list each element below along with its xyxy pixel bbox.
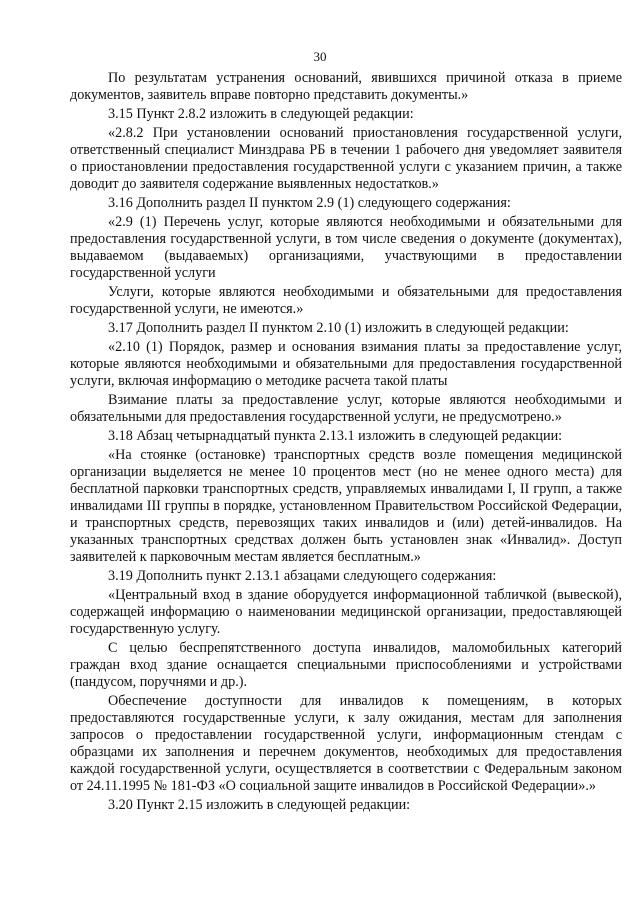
- paragraph: По результатам устранения оснований, явившихся причиной отказа в приеме документов, заявитель вправе повторно представить документы.»: [70, 70, 622, 103]
- paragraph: Услуги, которые являются необходимыми и обязательными для предоставления государственной услуги, не имеются.»: [70, 284, 622, 317]
- paragraph: 3.15 Пункт 2.8.2 изложить в следующей редакции:: [108, 106, 414, 122]
- paragraph: 3.17 Дополнить раздел II пунктом 2.10 (1) изложить в следующей редакции:: [108, 320, 569, 336]
- paragraph: «На стоянке (остановке) транспортных средств возле помещения медицинской организации выделяется не менее 10 процентов мест (но не менее одного места) для бесплатной парковки транспортных средств, управляемых инвалидами I, II групп, а также инвалидами III группы в порядке, установленном Правительством Российской Федерации, и транспортных средств, перевозящих таких инвалидов и (или) детей-инвалидов. На указанных транспортных средствах должен быть установлен знак «Инвалид». Доступ заявителей к парковочным местам является бесплатным.»: [70, 447, 622, 565]
- paragraph: «Центральный вход в здание оборудуется информационной табличкой (вывеской), содержащей информацию о наименовании медицинской организации, предоставляющей государственную услугу.: [70, 587, 622, 637]
- paragraph: 3.20 Пункт 2.15 изложить в следующей редакции:: [108, 797, 411, 813]
- paragraph: «2.9 (1) Перечень услуг, которые являются необходимыми и обязательными для предоставления государственной услуги, в том числе сведения о документе (документах), выдаваемом (выдаваемых) организациями, участвующими в предоставлении государственной услуги: [70, 214, 622, 281]
- paragraph: «2.8.2 При установлении оснований приостановления государственной услуги, ответственный специалист Минздрава РБ в течении 1 рабочего дня уведомляет заявителя о приостановлении предоставления государственной услуги с указанием причин, а также доводит до заявителя содержание выявленных недостатков.»: [70, 125, 622, 192]
- paragraph: Взимание платы за предоставление услуг, которые являются необходимыми и обязательными для предоставления государственной услуги, не предусмотрено.»: [70, 392, 622, 425]
- paragraph: 3.18 Абзац четырнадцатый пункта 2.13.1 изложить в следующей редакции:: [108, 428, 563, 444]
- paragraph: «2.10 (1) Порядок, размер и основания взимания платы за предоставление услуг, которые являются необходимыми и обязательными для предоставления государственной услуги, включая информацию о методике расчета такой платы: [70, 339, 622, 389]
- paragraph: С целью беспрепятственного доступа инвалидов, маломобильных категорий граждан вход здание оснащается специальными приспособлениями и устройствами (пандусом, поручнями и др.).: [70, 640, 622, 690]
- paragraph: Обеспечение доступности для инвалидов к помещениям, в которых предоставляются государственные услуги, к залу ожидания, местам для заполнения запросов о предоставлении государственной услуги, информационным стендам с образцами их заполнения и перечнем документов, необходимых для предоставления каждой государственной услуги, осуществляется в соответствии с Федеральным законом от 24.11.1995 № 181-ФЗ «О социальной защите инвалидов в Российской Федерации».»: [70, 693, 622, 794]
- paragraph: 3.19 Дополнить пункт 2.13.1 абзацами следующего содержания:: [108, 568, 497, 584]
- page-number: 30: [313, 49, 327, 64]
- document-body: [70, 70, 622, 816]
- paragraph: 3.16 Дополнить раздел II пунктом 2.9 (1) следующего содержания:: [108, 195, 511, 211]
